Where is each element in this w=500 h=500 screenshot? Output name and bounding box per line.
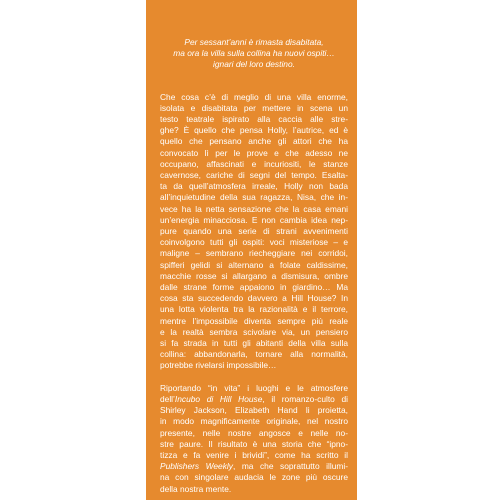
text-line: macchie rosse si allargano a dismisura, ombre (160, 270, 348, 281)
text-line: cavernose, cariche di segni del tempo. Esalta- (160, 170, 348, 181)
text-line: collina: abbandonarla, tornare alla normalità, (160, 349, 348, 360)
text-line (160, 472, 348, 483)
text-segment: dell’ (160, 393, 175, 404)
text-line (160, 416, 348, 427)
tagline-line: ignari del loro destino. (213, 59, 295, 70)
text-segment: Shirley Jackson, Elizabeth Hand li proietta, (160, 405, 348, 416)
text-line: convocato lì per le prove e che adesso ne (160, 147, 348, 158)
text-segment: stre paure. Il risultato è una storia che “ipno- (160, 438, 348, 449)
text-segment: Riportando “in vita” i luoghi e le atmosfere (160, 382, 348, 393)
text-segment: in modo magnificamente originale, nel nostro (160, 416, 348, 427)
text-line: testo teatrale ispirato alla caccia alle stre- (160, 114, 348, 125)
text-line: ghe? È quello che pensa Holly, l’autrice, ed è (160, 125, 348, 136)
text-line: quello che pensano anche gli attori che ha (160, 136, 348, 147)
tagline (160, 37, 348, 71)
text-line: vece ha la netta sensazione che la casa emani (160, 203, 348, 214)
text-line (160, 461, 348, 472)
text-line: potrebbe rivelarsi impossibile… (160, 360, 277, 371)
text-line (160, 450, 348, 461)
text-line (160, 383, 348, 394)
text-line (160, 484, 348, 495)
text-segment: na con singolare audacia le zone più oscure (160, 472, 348, 483)
text-line: dalle strane forme appaiono in giardino… Ma (160, 282, 348, 293)
synopsis-paragraph (160, 92, 348, 372)
text-line: e la realtà sembra scivolare via, un pensiero (160, 326, 348, 337)
text-line: pure quando una serie di strani avvenimenti (160, 226, 348, 237)
text-line: mentre l’impossibile diventa sempre più reale (160, 315, 348, 326)
critical-paragraph (160, 383, 348, 495)
text-segment: della nostra mente. (160, 483, 232, 494)
text-line (160, 439, 348, 450)
text-line: isolata e disabitata per mettere in scena un (160, 102, 348, 113)
text-line: un’energia minacciosa. E non cambia idea nep- (160, 214, 348, 225)
book-flap-panel (146, 0, 357, 500)
text-line: si fa strada in tutti gli abitanti della villa sulla (160, 338, 348, 349)
italic-title: Incubo di Hill House (174, 393, 263, 404)
text-line: all’inquietudine della sua ragazza, Nisa, che in- (160, 192, 348, 203)
text-line: una lotta violenta tra la razionalità e il terrore, (160, 304, 348, 315)
text-line: spifferi gelidi si alternano a folate caldissime, (160, 259, 348, 270)
text-line (160, 405, 348, 416)
text-line (160, 394, 348, 405)
text-segment: , il romanzo-culto di (262, 393, 348, 404)
text-segment: , ma che soprattutto illumi- (232, 461, 349, 472)
text-line: ta da quell’atmosfera irreale, Holly non bada (160, 181, 348, 192)
text-segment: tizza e fa venire i brividi”, come ha scritto il (160, 449, 348, 460)
text-line (160, 428, 348, 439)
text-line: occupano, affascinati e incuriositi, le stanze (160, 158, 348, 169)
tagline-line: ma ora la villa sulla collina ha nuovi ospiti… (173, 48, 335, 59)
text-segment: presente, nelle nostre angosce e nelle no- (160, 427, 348, 438)
tagline-line: Per sessant’anni è rimasta disabitata, (184, 37, 324, 47)
text-line: coinvolgono tutti gli ospiti: voci misteriose – e (160, 237, 348, 248)
text-line: maligne – sembrano riecheggiare nei corridoi, (160, 248, 348, 259)
text-line: Che cosa c’è di meglio di una villa enorme, (160, 91, 348, 102)
italic-title: Publishers Weekly (160, 461, 233, 472)
text-line: cosa sta succedendo davvero a Hill House? In (160, 293, 348, 304)
